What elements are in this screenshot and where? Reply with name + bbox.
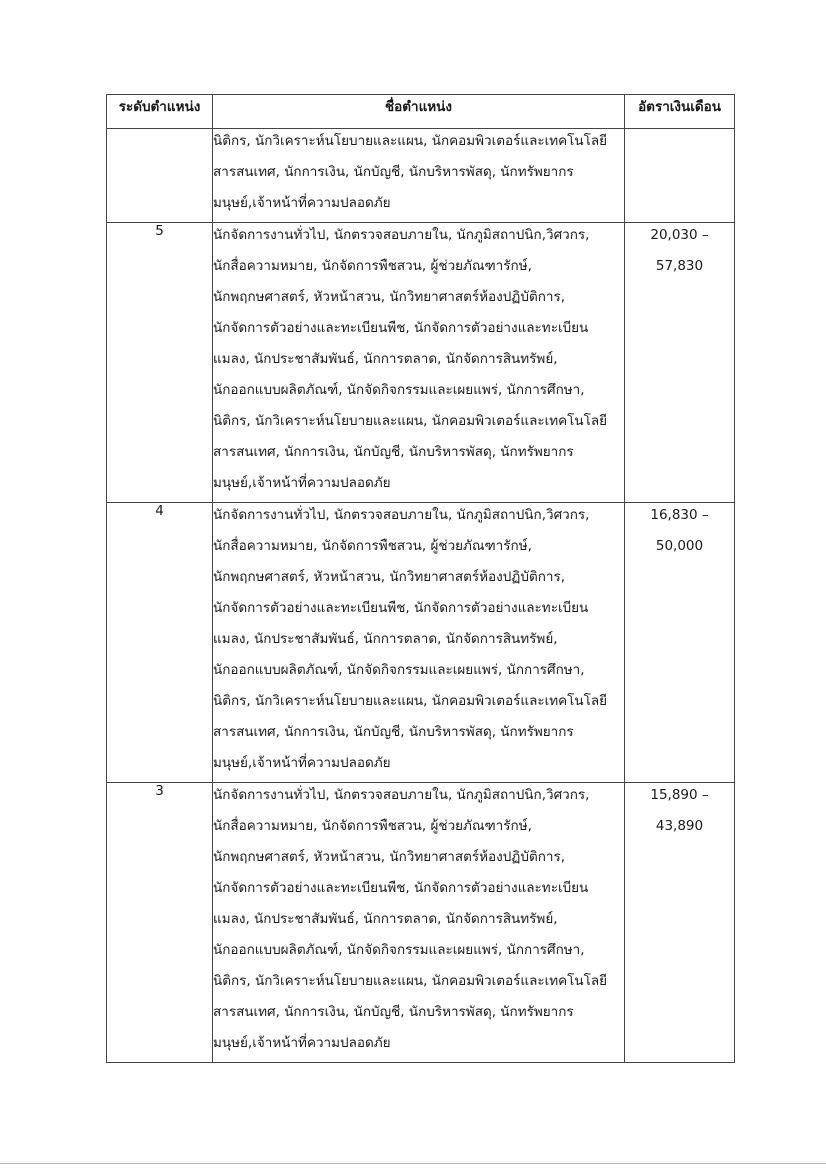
level-cell: 3	[107, 783, 213, 1063]
table-row	[107, 503, 735, 783]
position-line: มนุษย์,เจ้าหน้าที่ความปลอดภัย	[213, 755, 391, 771]
salary-cell	[625, 223, 735, 503]
position-line: สารสนเทศ, นักการเงิน, นักบัญชี, นักบริหารพัสดุ, นักทรัพยากร	[213, 1004, 574, 1020]
position-line: สารสนเทศ, นักการเงิน, นักบัญชี, นักบริหารพัสดุ, นักทรัพยากร	[213, 444, 574, 460]
position-line: นักสื่อความหมาย, นักจัดการพืชสวน, ผู้ช่วยภัณฑารักษ์,	[213, 258, 532, 274]
position-line: มนุษย์,เจ้าหน้าที่ความปลอดภัย	[213, 195, 391, 211]
table-row	[107, 129, 735, 223]
position-line: นิติกร, นักวิเคราะห์นโยบายและแผน, นักคอมพิวเตอร์และเทคโนโลยี	[213, 973, 608, 989]
position-line: นักจัดการงานทั่วไป, นักตรวจสอบภายใน, นักภูมิสถาปนิก,วิศวกร,	[213, 787, 590, 803]
positions-cell	[213, 503, 625, 783]
position-line: แมลง, นักประชาสัมพันธ์, นักการตลาด, นักจัดการสินทรัพย์,	[213, 911, 558, 927]
position-line: สารสนเทศ, นักการเงิน, นักบัญชี, นักบริหารพัสดุ, นักทรัพยากร	[213, 164, 574, 180]
position-line: มนุษย์,เจ้าหน้าที่ความปลอดภัย	[213, 1035, 391, 1051]
salary-line: 50,000	[655, 538, 704, 554]
position-line: นิติกร, นักวิเคราะห์นโยบายและแผน, นักคอมพิวเตอร์และเทคโนโลยี	[213, 413, 608, 429]
position-line: นักพฤกษศาสตร์, หัวหน้าสวน, นักวิทยาศาสตร์ห้องปฏิบัติการ,	[213, 569, 566, 585]
level-cell: 4	[107, 503, 213, 783]
salary-line: 43,890	[655, 818, 704, 834]
position-line: นักจัดการงานทั่วไป, นักตรวจสอบภายใน, นักภูมิสถาปนิก,วิศวกร,	[213, 227, 590, 243]
salary-line: 20,030 –	[650, 227, 709, 243]
salary-line: 16,830 –	[650, 507, 709, 523]
salary-table	[106, 94, 735, 1063]
position-line: แมลง, นักประชาสัมพันธ์, นักการตลาด, นักจัดการสินทรัพย์,	[213, 631, 558, 647]
position-line: นักออกแบบผลิตภัณฑ์, นักจัดกิจกรรมและเผยแพร่, นักการศึกษา,	[213, 382, 585, 398]
table-header-row	[107, 95, 735, 129]
position-line: นักจัดการตัวอย่างและทะเบียนพืช, นักจัดการตัวอย่างและทะเบียน	[213, 320, 589, 336]
positions-cell	[213, 129, 625, 223]
salary-cell	[625, 783, 735, 1063]
header-salary: อัตราเงินเดือน	[625, 95, 735, 129]
position-line: นักออกแบบผลิตภัณฑ์, นักจัดกิจกรรมและเผยแพร่, นักการศึกษา,	[213, 942, 585, 958]
position-line: นิติกร, นักวิเคราะห์นโยบายและแผน, นักคอมพิวเตอร์และเทคโนโลยี	[213, 693, 608, 709]
level-cell: 5	[107, 223, 213, 503]
position-line: นักจัดการตัวอย่างและทะเบียนพืช, นักจัดการตัวอย่างและทะเบียน	[213, 880, 589, 896]
position-line: สารสนเทศ, นักการเงิน, นักบัญชี, นักบริหารพัสดุ, นักทรัพยากร	[213, 724, 574, 740]
position-line: นักออกแบบผลิตภัณฑ์, นักจัดกิจกรรมและเผยแพร่, นักการศึกษา,	[213, 662, 585, 678]
header-level: ระดับตำแหน่ง	[107, 95, 213, 129]
salary-line: 15,890 –	[650, 787, 709, 803]
table-body	[107, 129, 735, 1063]
position-line: นักพฤกษศาสตร์, หัวหน้าสวน, นักวิทยาศาสตร์ห้องปฏิบัติการ,	[213, 289, 566, 305]
positions-cell	[213, 223, 625, 503]
position-line: นักจัดการตัวอย่างและทะเบียนพืช, นักจัดการตัวอย่างและทะเบียน	[213, 600, 589, 616]
salary-line: 57,830	[655, 258, 704, 274]
positions-cell	[213, 783, 625, 1063]
table-row	[107, 783, 735, 1063]
table-row	[107, 223, 735, 503]
position-line: นักพฤกษศาสตร์, หัวหน้าสวน, นักวิทยาศาสตร์ห้องปฏิบัติการ,	[213, 849, 566, 865]
position-line: มนุษย์,เจ้าหน้าที่ความปลอดภัย	[213, 475, 391, 491]
page-bottom-rule	[0, 1163, 826, 1164]
level-cell	[107, 129, 213, 223]
position-line: นักสื่อความหมาย, นักจัดการพืชสวน, ผู้ช่วยภัณฑารักษ์,	[213, 538, 532, 554]
salary-cell	[625, 129, 735, 223]
header-positions: ชื่อตำแหน่ง	[213, 95, 625, 129]
position-line: นักสื่อความหมาย, นักจัดการพืชสวน, ผู้ช่วยภัณฑารักษ์,	[213, 818, 532, 834]
position-line: นักจัดการงานทั่วไป, นักตรวจสอบภายใน, นักภูมิสถาปนิก,วิศวกร,	[213, 507, 590, 523]
position-line: นิติกร, นักวิเคราะห์นโยบายและแผน, นักคอมพิวเตอร์และเทคโนโลยี	[213, 133, 608, 149]
position-line: แมลง, นักประชาสัมพันธ์, นักการตลาด, นักจัดการสินทรัพย์,	[213, 351, 558, 367]
salary-cell	[625, 503, 735, 783]
